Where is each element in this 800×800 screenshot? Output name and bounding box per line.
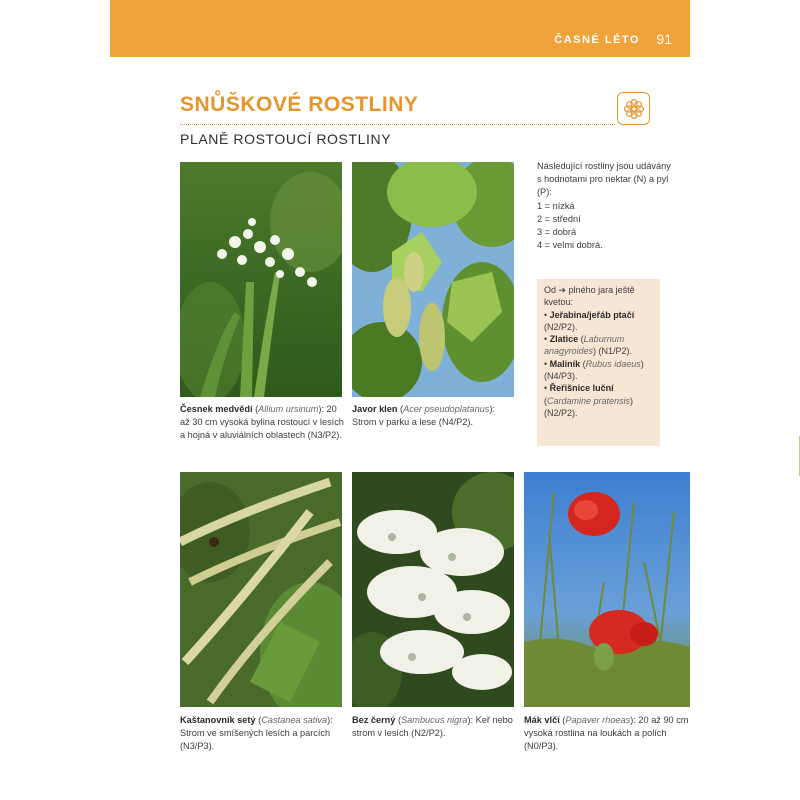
- plant-name: Bez černý: [352, 715, 396, 725]
- plant-latin: Castanea sativa: [261, 715, 328, 725]
- section-rule: [180, 124, 615, 125]
- plant-desc: : Keř nebo strom v lesích (N2/P2).: [352, 715, 513, 738]
- page-number: 91: [656, 31, 672, 47]
- tip-item: • Řeřišnice luční (Cardamine pratensis) (N2/P2).: [544, 383, 634, 418]
- book-page: [110, 0, 690, 800]
- photo-sweet-chestnut: [180, 472, 342, 707]
- caption-poppy: Mák vlčí (Papaver rhoeas): 20 až 90 cm vysoká rostlina na loukách a polích (N0/P3).: [524, 715, 689, 751]
- tip-item: • Maliník (Rubus idaeus) (N4/P3).: [544, 358, 644, 382]
- legend-line: 2 = střední: [537, 213, 581, 224]
- legend-line: 1 = nízká: [537, 200, 575, 211]
- caption-sweet-chestnut: Kaštanovník setý (Castanea sativa): Strom ve smíšených lesích a parcích (N3/P3).: [180, 715, 333, 751]
- arrow-right-icon: ➜: [558, 285, 567, 295]
- legend-intro: Následující rostliny jsou udávány s hodnotami pro nektar (N) a pyl (P):: [537, 161, 671, 198]
- caption-wild-garlic: Česnek medvědí (Allium ursinum): 20 až 30 cm vysoká bylina rostoucí v lesích a hojná v aluviálních oblastech (N3/P2).: [180, 404, 344, 440]
- legend-line: 4 = velmi dobrá.: [537, 240, 603, 251]
- plant-latin: Allium ursinum: [258, 404, 319, 414]
- chapter-title: ČASNÉ LÉTO: [554, 34, 640, 46]
- plant-name: Mák vlčí: [524, 715, 560, 725]
- plant-desc: : Strom v parku a lese (N4/P2).: [352, 404, 496, 427]
- photo-wild-garlic: [180, 162, 342, 397]
- tip-item: • Jeřabina/jeřáb ptačí (N2/P2).: [544, 309, 635, 332]
- nectar-pollen-legend: [537, 160, 677, 252]
- tip-item: • Zlatice (Laburnum anagyroides) (N1/P2).: [544, 334, 633, 357]
- plant-latin: Acer pseudoplatanus: [403, 404, 490, 414]
- plant-latin: Papaver rhoeas: [565, 715, 631, 725]
- flower-icon: [617, 92, 650, 125]
- plant-desc: : 20 až 30 cm vysoká bylina rostoucí v lesích a hojná v aluviálních oblastech (N3/P2).: [180, 404, 344, 440]
- photo-elder: [352, 472, 514, 707]
- plant-desc: : Strom ve smíšených lesích a parcích (N3/P3).: [180, 715, 333, 751]
- section-subtitle: PLANĚ ROSTOUCÍ ROSTLINY: [180, 131, 392, 147]
- tip-intro: Od ➜ plného jara ještě kvetou:: [544, 285, 635, 308]
- section-title: SNŮŠKOVÉ ROSTLINY: [180, 93, 419, 116]
- caption-sycamore: Javor klen (Acer pseudoplatanus): Strom v parku a lese (N4/P2).: [352, 404, 496, 427]
- plant-desc: : 20 až 90 cm vysoká rostlina na loukách a polích (N0/P3).: [524, 715, 689, 751]
- header-band: [110, 0, 690, 57]
- photo-sycamore: [352, 162, 514, 397]
- photo-poppy: [524, 472, 690, 707]
- plant-name: Kaštanovník setý: [180, 715, 256, 725]
- caption-elder: Bez černý (Sambucus nigra): Keř nebo strom v lesích (N2/P2).: [352, 715, 513, 738]
- tip-box: [537, 279, 660, 446]
- plant-name: Javor klen: [352, 404, 398, 414]
- legend-line: 3 = dobrá: [537, 227, 577, 238]
- plant-name: Česnek medvědí: [180, 404, 253, 414]
- plant-latin: Sambucus nigra: [401, 715, 468, 725]
